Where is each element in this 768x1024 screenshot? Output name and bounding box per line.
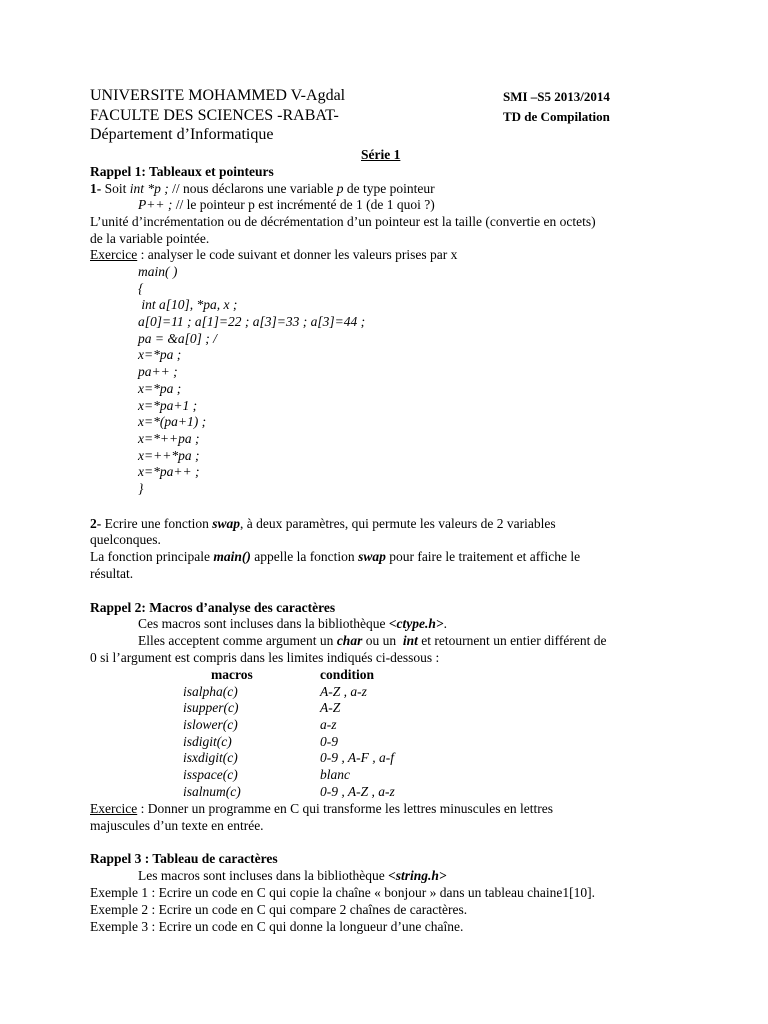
rappel1-line2: P++ ; // le pointeur p est incrémenté de 1 (de 1 quoi ?)	[138, 197, 435, 212]
code-line: x=++*pa ;	[138, 448, 200, 463]
question2-line1: 2- Ecrire une fonction swap, à deux paramètres, qui permute les valeurs de 2 variables	[90, 516, 556, 531]
code-line: a[0]=11 ; a[1]=22 ; a[3]=33 ; a[3]=44 ;	[138, 314, 366, 329]
rappel3-example1: Exemple 1 : Ecrire un code en C qui copie la chaîne « bonjour » dans un tableau chaine1[10].	[90, 885, 595, 900]
table-header-macros: macros	[211, 667, 253, 682]
code-line: {	[138, 281, 144, 296]
macro-condition: 0-9 , A-F , a-f	[320, 750, 394, 765]
code-line: pa = &a[0] ; /	[138, 331, 217, 346]
rappel3-title: Rappel 3 : Tableau de caractères	[90, 851, 278, 866]
macro-name: isspace(c)	[183, 767, 238, 782]
code-line: x=*pa ;	[138, 381, 182, 396]
code-line: x=*pa+1 ;	[138, 398, 198, 413]
macro-name: islower(c)	[183, 717, 238, 732]
question2-line2: quelconques.	[90, 532, 161, 547]
macro-name: isalnum(c)	[183, 784, 241, 799]
macro-condition: A-Z , a-z	[320, 684, 367, 699]
macro-condition: 0-9	[320, 734, 338, 749]
question2-line4: résultat.	[90, 566, 134, 581]
rappel2-line1: Ces macros sont incluses dans la bibliothèque <ctype.h>.	[138, 616, 447, 631]
macro-condition: blanc	[320, 767, 350, 782]
macro-condition: A-Z	[320, 700, 341, 715]
question2-line3: La fonction principale main() appelle la fonction swap pour faire le traitement et affiche le	[90, 549, 581, 564]
serie-title: Série 1	[361, 147, 401, 162]
code-line: x=*pa++ ;	[138, 464, 200, 479]
rappel1-exercise: Exercice : analyser le code suivant et donner les valeurs prises par x	[90, 247, 458, 262]
rappel2-title: Rappel 2: Macros d’analyse des caractères	[90, 600, 336, 615]
td-label: TD de Compilation	[503, 109, 610, 124]
code-line: x=*pa ;	[138, 347, 182, 362]
rappel2-exercise: Exercice : Donner un programme en C qui transforme les lettres minuscules en lettres	[90, 801, 553, 816]
macro-name: isdigit(c)	[183, 734, 232, 749]
faculty-name: FACULTE DES SCIENCES -RABAT-	[90, 107, 339, 124]
code-line: main( )	[138, 264, 178, 279]
macro-name: isupper(c)	[183, 700, 239, 715]
rappel2-exercise-line2: majuscules d’un texte en entrée.	[90, 818, 264, 833]
code-line: int a[10], *pa, x ;	[138, 297, 238, 312]
table-header-condition: condition	[320, 667, 375, 682]
macro-name: isxdigit(c)	[183, 750, 238, 765]
rappel1-line4: de la variable pointée.	[90, 231, 210, 246]
code-line: x=*++pa ;	[138, 431, 200, 446]
rappel2-line2: Elles acceptent comme argument un char ou un int et retournent un entier différent de	[138, 633, 607, 648]
rappel3-example2: Exemple 2 : Ecrire un code en C qui compare 2 chaînes de caractères.	[90, 902, 468, 917]
rappel1-title: Rappel 1: Tableaux et pointeurs	[90, 164, 274, 179]
university-name: UNIVERSITE MOHAMMED V-Agdal	[90, 87, 346, 104]
rappel2-line3: 0 si l’argument est compris dans les limites indiqués ci-dessous :	[90, 650, 440, 665]
rappel3-line1: Les macros sont incluses dans la bibliothèque <string.h>	[138, 868, 447, 883]
macro-condition: a-z	[320, 717, 337, 732]
rappel1-line1: 1- Soit int *p ; // nous déclarons une variable p de type pointeur	[90, 181, 435, 196]
macro-name: isalpha(c)	[183, 684, 238, 699]
rappel1-line3: L’unité d’incrémentation ou de décrémentation d’un pointeur est la taille (convertie en octets)	[90, 214, 596, 229]
code-line: }	[138, 481, 144, 496]
macro-condition: 0-9 , A-Z , a-z	[320, 784, 395, 799]
department-name: Département d’Informatique	[90, 126, 274, 143]
course-label: SMI –S5 2013/2014	[503, 89, 610, 104]
code-line: x=*(pa+1) ;	[138, 414, 207, 429]
code-line: pa++ ;	[138, 364, 178, 379]
rappel3-example3: Exemple 3 : Ecrire un code en C qui donne la longueur d’une chaîne.	[90, 919, 464, 934]
